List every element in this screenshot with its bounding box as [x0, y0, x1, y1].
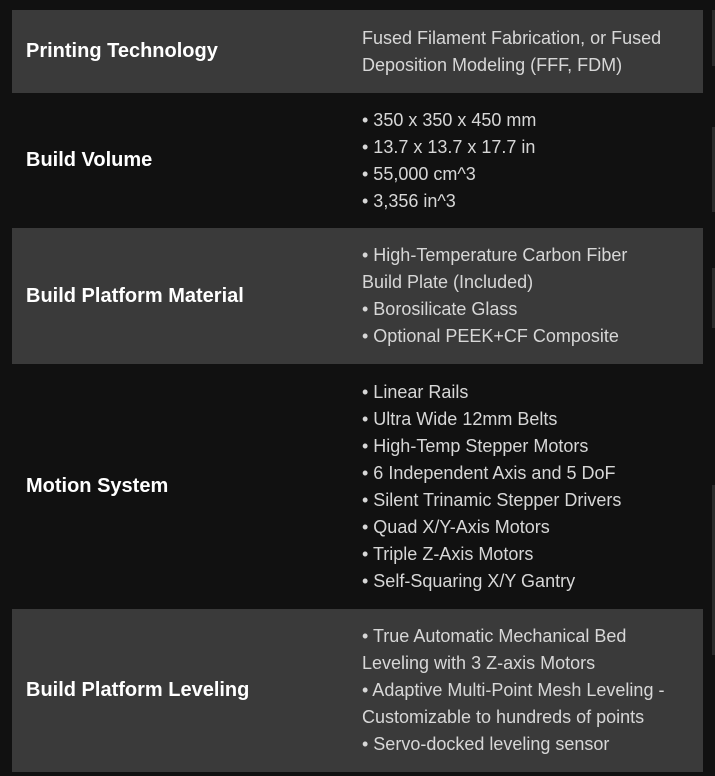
spec-value-line: • High-Temperature Carbon Fiber — [362, 245, 628, 265]
spec-value-line: • Silent Trinamic Stepper Drivers — [362, 489, 622, 510]
spec-row-build-volume — [12, 93, 703, 228]
spec-value-line: • Optional PEEK+CF Composite — [362, 326, 619, 346]
spec-value-line: Leveling with 3 Z-axis Motors — [362, 653, 596, 673]
spec-label: Build Platform Material — [12, 228, 348, 364]
spec-value-line: • Quad X/Y-Axis Motors — [362, 516, 550, 537]
spec-value-line: Customizable to hundreds of points — [362, 707, 645, 727]
spec-value-line: • Self-Squaring X/Y Gantry — [362, 570, 576, 591]
spec-value-line: • 350 x 350 x 450 mm — [362, 109, 537, 130]
spec-value — [348, 609, 703, 772]
spec-row-motion-system — [12, 364, 703, 609]
spec-value-line: Fused Filament Fabrication, or Fused — [362, 27, 662, 48]
spec-value — [348, 93, 703, 228]
spec-label: Motion System — [12, 364, 348, 609]
spec-value-line: • High-Temp Stepper Motors — [362, 435, 589, 456]
spec-label: Build Platform Leveling — [12, 609, 348, 772]
spec-row-build-platform-leveling — [12, 609, 703, 772]
spec-value-line: • True Automatic Mechanical Bed — [362, 626, 627, 646]
spec-row-build-platform-material — [12, 228, 703, 364]
spec-table — [12, 10, 703, 772]
spec-value-line: • 6 Independent Axis and 5 DoF — [362, 462, 616, 483]
spec-value-line: • 3,356 in^3 — [362, 190, 456, 211]
spec-value — [348, 364, 703, 609]
spec-value — [348, 228, 703, 364]
spec-value-line: • Ultra Wide 12mm Belts — [362, 408, 558, 429]
spec-value-line: Build Plate (Included) — [362, 272, 534, 292]
spec-row-printing-technology — [12, 10, 703, 93]
spec-value-line: • 55,000 cm^3 — [362, 163, 476, 184]
spec-value-line: • Triple Z-Axis Motors — [362, 543, 534, 564]
spec-value-line: • Adaptive Multi-Point Mesh Leveling - — [362, 680, 665, 700]
spec-value-line: • Servo-docked leveling sensor — [362, 734, 610, 754]
spec-value — [348, 10, 703, 93]
spec-value-line: • Linear Rails — [362, 381, 469, 402]
spec-value-line: Deposition Modeling (FFF, FDM) — [362, 54, 623, 75]
spec-value-line: • Borosilicate Glass — [362, 299, 518, 319]
spec-label: Build Volume — [12, 93, 348, 228]
spec-value-line: • 13.7 x 13.7 x 17.7 in — [362, 136, 536, 157]
spec-label: Printing Technology — [12, 10, 348, 93]
